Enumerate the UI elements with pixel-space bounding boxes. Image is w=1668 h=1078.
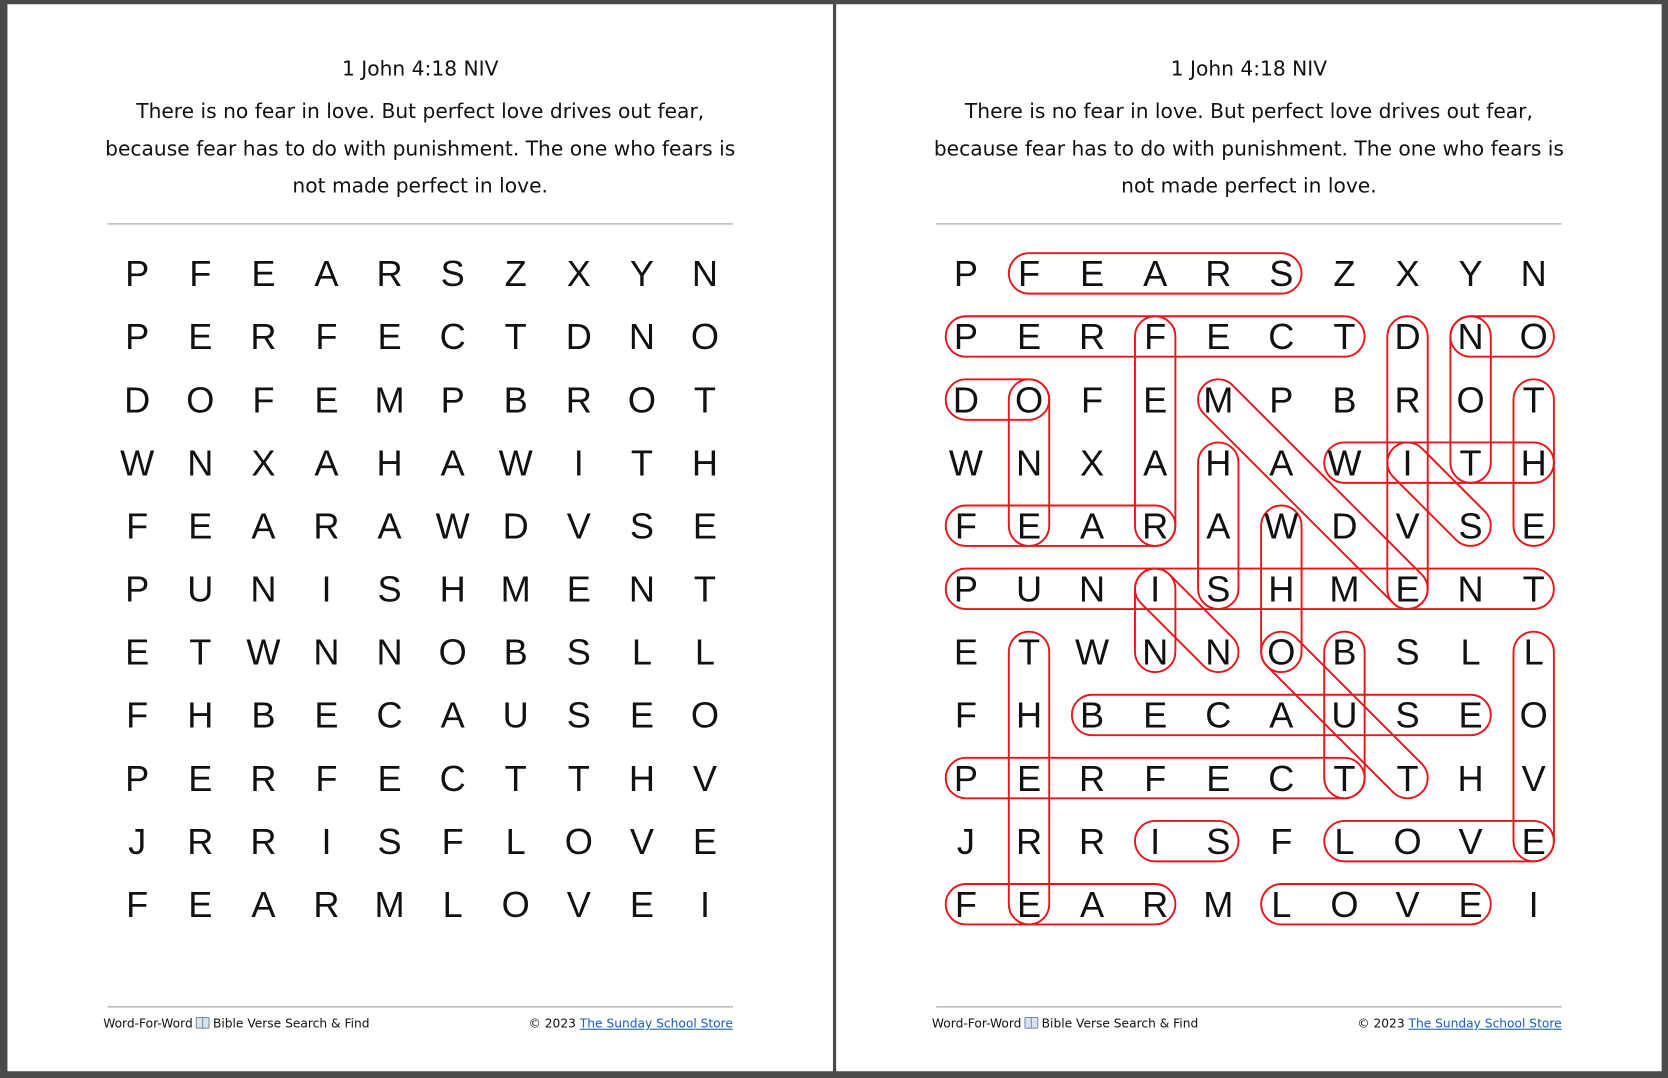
grid-letter: X (566, 253, 591, 295)
grid-letter: E (377, 757, 402, 799)
letter-grid (7, 4, 833, 1071)
grid-letter: A (1143, 253, 1168, 295)
grid-letter: U (502, 694, 529, 736)
open-book-icon (196, 1017, 210, 1029)
grid-letter: T (630, 442, 653, 484)
grid-letter: C (1268, 316, 1295, 358)
grid-letter: N (313, 631, 340, 673)
grid-letter: T (1017, 631, 1041, 673)
grid-letter: A (314, 442, 339, 484)
verse-text: There is no fear in love. But perfect love drives out fear, because fear has to do with punishment. The one who fears is not made perfect in love. (105, 99, 736, 198)
grid-letter: E (692, 820, 718, 862)
footer-copyright (1357, 1016, 1561, 1031)
grid-letter: E (377, 316, 402, 358)
grid-letter: E (1143, 694, 1168, 736)
grid-letter: L (505, 820, 526, 862)
grid-letter: I (1150, 568, 1161, 610)
grid-letter: S (377, 820, 402, 862)
grid-letter: E (953, 631, 978, 673)
grid-letter: U (1331, 694, 1358, 736)
grid-letter: W (246, 631, 281, 673)
grid-letter: M (1203, 379, 1234, 421)
grid-letter: C (439, 316, 466, 358)
grid-letter: P (125, 253, 150, 295)
grid-letter: F (315, 757, 338, 799)
grid-letter: W (1264, 505, 1299, 547)
grid-letter: F (1017, 253, 1041, 295)
grid-letter: E (314, 694, 339, 736)
grid-letter: S (566, 694, 591, 736)
grid-letter: M (500, 568, 531, 610)
grid-letter: R (565, 379, 592, 421)
grid-letter: I (321, 568, 332, 610)
grid-letter: I (573, 442, 584, 484)
answer-highlight-love (1261, 884, 1491, 924)
footer-title-suffix: Bible Verse Search & Find (212, 1015, 370, 1031)
answer-highlight-fear (946, 884, 1176, 924)
grid-letter: I (1528, 883, 1539, 925)
grid-letter: R (1142, 505, 1169, 547)
footer-divider (936, 1006, 1562, 1007)
footer-copyright (529, 1016, 733, 1031)
grid-letter: O (1014, 379, 1044, 421)
grid-letter: H (691, 442, 719, 484)
grid-letter: R (250, 820, 277, 862)
grid-letter: A (1080, 883, 1105, 925)
puzzle-page (7, 4, 833, 1071)
grid-letter: N (628, 316, 655, 358)
grid-letter: R (1394, 379, 1421, 421)
grid-letter: H (439, 568, 466, 610)
grid-letter: S (1269, 253, 1294, 295)
grid-letter: E (629, 694, 654, 736)
grid-letter: N (628, 568, 655, 610)
grid-letter: T (504, 316, 527, 358)
grid-letter: D (502, 505, 529, 547)
grid-letter: F (126, 694, 149, 736)
grid-letter: V (629, 820, 654, 862)
grid-letter: T (189, 631, 212, 673)
grid-letter: S (629, 505, 654, 547)
grid-letter: S (377, 568, 402, 610)
grid-letter: O (564, 820, 593, 862)
grid-letter: O (1330, 883, 1359, 925)
grid-letter: O (690, 694, 720, 736)
sunday-school-store-link[interactable]: The Sunday School Store (1408, 1015, 1562, 1031)
verse-reference: 1 John 4:18 NIV (342, 57, 499, 81)
grid-letter: F (126, 505, 149, 547)
grid-letter: T (1459, 442, 1482, 484)
grid-letter: U (1015, 568, 1043, 610)
grid-letter: O (501, 883, 530, 925)
grid-letter: R (250, 757, 277, 799)
grid-letter: F (954, 883, 977, 925)
grid-letter: X (1080, 442, 1105, 484)
grid-letter: R (1079, 316, 1106, 358)
grid-letter: D (565, 316, 592, 358)
grid-letter: H (1268, 568, 1295, 610)
grid-letter: S (1395, 631, 1420, 673)
grid-letter: R (313, 505, 340, 547)
footer-title-prefix: Word-For-Word (931, 1015, 1022, 1031)
grid-letter: L (631, 631, 652, 673)
grid-letter: F (315, 316, 338, 358)
grid-letter: E (1521, 820, 1546, 862)
grid-letter: P (1269, 379, 1294, 421)
grid-letter: P (125, 316, 150, 358)
grid-letter: F (441, 820, 464, 862)
grid-letter: N (250, 568, 277, 610)
answer-key-page (836, 4, 1662, 1071)
grid-letter: W (120, 442, 155, 484)
grid-letter: O (690, 316, 720, 358)
grid-letter: V (1458, 820, 1483, 862)
grid-letter: S (1206, 568, 1231, 610)
grid-letter: N (376, 631, 403, 673)
grid-letter: N (691, 253, 719, 295)
grid-letter: F (1144, 757, 1167, 799)
grid-letter: V (1521, 757, 1546, 799)
grid-letter: N (1079, 568, 1106, 610)
grid-letter: R (313, 883, 340, 925)
grid-letter: F (126, 883, 149, 925)
grid-letter: R (376, 253, 403, 295)
grid-letter: A (314, 253, 339, 295)
grid-letter: E (1080, 253, 1105, 295)
grid-letter: P (953, 316, 978, 358)
grid-letter: O (1456, 379, 1485, 421)
grid-letter: C (1205, 694, 1232, 736)
verse-text: There is no fear in love. But perfect love drives out fear, because fear has to do with punishment. The one who fears is not made perfect in love. (933, 99, 1564, 198)
grid-letter: O (1519, 316, 1548, 358)
grid-letter: V (566, 883, 591, 925)
grid-letter: C (439, 757, 466, 799)
grid-letter: N (1142, 631, 1169, 673)
footer-title (932, 1016, 1198, 1031)
grid-letter: T (693, 379, 717, 421)
grid-letter: P (125, 757, 150, 799)
grid-letter: M (374, 379, 405, 421)
grid-letter: H (376, 442, 403, 484)
grid-letter: L (442, 883, 463, 925)
grid-letter: F (1081, 379, 1104, 421)
grid-letter: E (125, 631, 150, 673)
grid-letter: V (566, 505, 591, 547)
grid-letter: R (250, 316, 277, 358)
grid-letter: C (1268, 757, 1295, 799)
grid-letter: I (1150, 820, 1161, 862)
grid-letter: W (948, 442, 984, 484)
grid-letter: E (188, 757, 213, 799)
copyright-text: © 2023 (528, 1015, 576, 1031)
grid-letter: E (1206, 316, 1231, 358)
grid-letter: P (440, 379, 465, 421)
grid-letter: W (498, 442, 533, 484)
grid-letter: E (188, 883, 213, 925)
grid-letter: E (188, 505, 213, 547)
grid-letter: I (1402, 442, 1413, 484)
grid-letter: E (1016, 505, 1042, 547)
grid-letter: C (376, 694, 403, 736)
grid-letter: M (1203, 883, 1234, 925)
grid-letter: B (1080, 694, 1105, 736)
grid-letter: A (1269, 442, 1294, 484)
grid-letter: E (1395, 568, 1420, 610)
grid-letter: E (314, 379, 339, 421)
grid-letter: O (627, 379, 656, 421)
grid-letter: E (1016, 757, 1042, 799)
grid-letter: W (1075, 631, 1110, 673)
grid-letter: F (1144, 316, 1167, 358)
grid-letter: X (1395, 253, 1420, 295)
grid-letter: J (128, 820, 147, 862)
grid-letter: O (186, 379, 215, 421)
grid-letter: J (956, 820, 975, 862)
grid-letter: O (438, 631, 467, 673)
grid-letter: A (1143, 442, 1168, 484)
grid-letter: E (188, 316, 213, 358)
grid-letter: T (1522, 379, 1545, 421)
grid-letter: N (1015, 442, 1043, 484)
grid-letter: L (1271, 883, 1292, 925)
grid-letter: B (1332, 631, 1357, 673)
sunday-school-store-link[interactable]: The Sunday School Store (579, 1015, 733, 1031)
grid-letter: T (1396, 757, 1419, 799)
grid-letter: A (1206, 505, 1231, 547)
grid-letter: O (1519, 694, 1548, 736)
grid-letter: Z (1333, 253, 1356, 295)
grid-letter: Z (504, 253, 527, 295)
grid-letter: S (1206, 820, 1231, 862)
grid-letter: F (954, 694, 977, 736)
grid-letter: R (1079, 820, 1106, 862)
grid-letter: N (1457, 568, 1484, 610)
grid-letter: P (953, 568, 978, 610)
grid-letter: E (1458, 883, 1483, 925)
grid-letter: H (1457, 757, 1484, 799)
copyright-text: © 2023 (1357, 1015, 1405, 1031)
grid-letter: B (503, 379, 528, 421)
grid-letter: H (1520, 442, 1547, 484)
footer-title (103, 1016, 369, 1031)
grid-letter: M (1329, 568, 1360, 610)
grid-letter: E (1206, 757, 1231, 799)
grid-letter: O (1267, 631, 1296, 673)
open-book-icon (1025, 1017, 1039, 1029)
grid-letter: L (1523, 631, 1544, 673)
grid-letter: P (953, 253, 978, 295)
grid-letter: S (566, 631, 591, 673)
grid-letter: E (629, 883, 654, 925)
grid-letter: P (953, 757, 978, 799)
grid-letter: E (1521, 505, 1546, 547)
grid-letter: I (699, 883, 711, 925)
grid-letter: M (374, 883, 405, 925)
grid-letter: T (693, 568, 717, 610)
grid-letter: T (1333, 757, 1356, 799)
grid-letter: R (187, 820, 214, 862)
grid-letter: N (1520, 253, 1547, 295)
grid-letter: E (566, 568, 591, 610)
grid-letter: H (628, 757, 655, 799)
grid-letter: X (251, 442, 276, 484)
grid-letter: D (1331, 505, 1358, 547)
grid-letter: V (692, 757, 718, 799)
grid-letter: D (952, 379, 979, 421)
grid-letter: S (440, 253, 465, 295)
grid-letter: E (1016, 883, 1042, 925)
grid-letter: T (1522, 568, 1545, 610)
grid-letter: U (187, 568, 214, 610)
grid-letter: D (1394, 316, 1421, 358)
grid-letter: B (503, 631, 528, 673)
grid-letter: H (1015, 694, 1043, 736)
grid-letter: T (504, 757, 527, 799)
grid-letter: P (125, 568, 150, 610)
grid-letter: N (1205, 631, 1232, 673)
grid-letter: R (1142, 883, 1169, 925)
grid-letter: V (1395, 883, 1420, 925)
grid-letter: L (1460, 631, 1481, 673)
grid-letter: E (1016, 316, 1042, 358)
grid-letter: E (251, 253, 276, 295)
grid-letter: Y (1458, 253, 1483, 295)
grid-letter: A (251, 505, 276, 547)
grid-letter: F (1270, 820, 1293, 862)
grid-letter: H (1205, 442, 1232, 484)
grid-letter: N (187, 442, 214, 484)
grid-letter: A (440, 694, 465, 736)
grid-letter: E (692, 505, 718, 547)
grid-letter: B (251, 694, 276, 736)
footer-title-suffix: Bible Verse Search & Find (1041, 1015, 1199, 1031)
grid-letter: A (1269, 694, 1294, 736)
grid-letter: L (1334, 820, 1355, 862)
grid-letter: F (189, 253, 212, 295)
grid-letter: T (1333, 316, 1356, 358)
grid-letter: R (1079, 757, 1106, 799)
grid-letter: F (252, 379, 275, 421)
grid-letter: W (1327, 442, 1362, 484)
grid-letter: I (321, 820, 332, 862)
grid-letter: O (1393, 820, 1422, 862)
grid-letter: L (694, 631, 716, 673)
answer-letter-grid (836, 4, 1662, 1071)
grid-letter: B (1332, 379, 1357, 421)
grid-letter: A (377, 505, 402, 547)
grid-letter: A (440, 442, 465, 484)
grid-letter: E (1458, 694, 1483, 736)
grid-letter: A (1080, 505, 1105, 547)
grid-letter: V (1395, 505, 1420, 547)
grid-letter: Y (629, 253, 654, 295)
grid-letter: H (187, 694, 214, 736)
footer-title-prefix: Word-For-Word (103, 1015, 193, 1031)
grid-letter: F (954, 505, 977, 547)
grid-letter: A (251, 883, 276, 925)
grid-letter: R (1205, 253, 1232, 295)
grid-letter: S (1458, 505, 1483, 547)
grid-letter: D (124, 379, 151, 421)
verse-reference: 1 John 4:18 NIV (1170, 57, 1328, 81)
grid-letter: S (1395, 694, 1420, 736)
grid-letter: E (1143, 379, 1168, 421)
grid-letter: T (567, 757, 590, 799)
grid-letter: R (1015, 820, 1043, 862)
grid-letter: W (435, 505, 470, 547)
grid-letter: N (1457, 316, 1484, 358)
footer-divider (107, 1006, 733, 1007)
